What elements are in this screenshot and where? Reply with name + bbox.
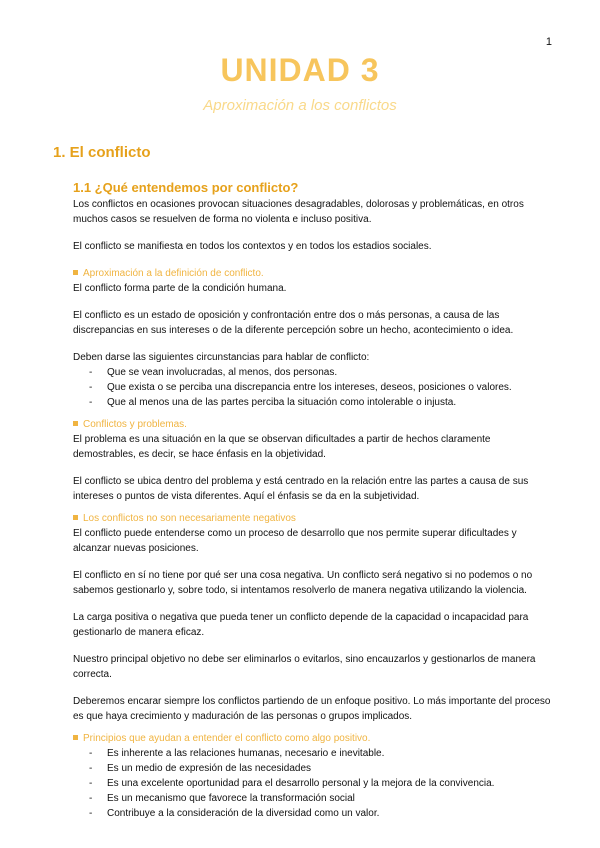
paragraph: El conflicto forma parte de la condición humana. <box>73 283 287 294</box>
document-body <box>73 197 553 821</box>
subsection-heading: Aproximación a la definición de conflicto. <box>73 266 553 281</box>
paragraph: El conflicto puede entenderse como un proceso de desarrollo que nos permite superar dificultades y alcanzar nuevas posiciones. <box>73 528 517 554</box>
document-title: UNIDAD 3 <box>220 52 380 88</box>
list-item: - Es una excelente oportunidad para el desarrollo personal y la mejora de la convivencia. <box>73 776 553 791</box>
square-bullet-icon <box>73 735 78 740</box>
list-item: - Que exista o se perciba una discrepancia entre los intereses, deseos, posiciones o valores. <box>73 380 553 395</box>
section-heading-1-1: 1.1 ¿Qué entendemos por conflicto? <box>73 180 299 195</box>
list-item: - Es un medio de expresión de las necesidades <box>73 761 553 776</box>
paragraph: Deberemos encarar siempre los conflictos partiendo de un enfoque positivo. Lo más importante del proceso es que haya crecimiento y maduración de las personas o grupos implicados. <box>73 696 551 722</box>
paragraph: Nuestro principal objetivo no debe ser eliminarlos o evitarlos, sino encauzarlos y gestionarlos de manera correcta. <box>73 654 536 680</box>
subsection-heading: Los conflictos no son necesariamente negativos <box>73 511 553 526</box>
document-subtitle: Aproximación a los conflictos <box>203 97 397 114</box>
square-bullet-icon <box>73 515 78 520</box>
list-item: - Contribuye a la consideración de la diversidad como un valor. <box>73 806 553 821</box>
square-bullet-icon <box>73 270 78 275</box>
paragraph: Los conflictos en ocasiones provocan situaciones desagradables, dolorosas y problemáticas, en otros muchos casos se resuelven de forma no violenta e incluso positiva. <box>73 199 524 225</box>
list-item: - Que se vean involucradas, al menos, dos personas. <box>73 365 553 380</box>
principles-list <box>73 746 553 821</box>
paragraph: El problema es una situación en la que se observan dificultades a partir de hechos claramente demostrables, es decir, se hace énfasis en la objetividad. <box>73 434 491 460</box>
paragraph: La carga positiva o negativa que pueda tener un conflicto depende de la capacidad o incapacidad para gestionarlo de manera eficaz. <box>73 612 529 638</box>
circumstances-list <box>73 365 553 410</box>
section-heading-1: 1. El conflicto <box>53 144 151 161</box>
paragraph: El conflicto se manifiesta en todos los contextos y en todos los estadios sociales. <box>73 241 432 252</box>
subsection-heading: Principios que ayudan a entender el conflicto como algo positivo. <box>73 731 553 746</box>
paragraph: El conflicto se ubica dentro del problema y está centrado en la relación entre las partes a causa de sus intereses o puntos de vista diferentes. Aquí el énfasis se da en la subjetividad. <box>73 476 529 502</box>
page-number: 1 <box>545 36 552 48</box>
paragraph: Deben darse las siguientes circunstancias para hablar de conflicto: <box>73 352 370 363</box>
paragraph: El conflicto en sí no tiene por qué ser una cosa negativa. Un conflicto será negativo si no podemos o no sabemos gestionarlo y, sobre todo, si intentamos resolverlo de manera negativa utilizando la violencia. <box>73 570 533 596</box>
subsection-heading: Conflictos y problemas. <box>73 417 553 432</box>
list-item: - Que al menos una de las partes perciba la situación como intolerable o injusta. <box>73 395 553 410</box>
list-item: - Es un mecanismo que favorece la transformación social <box>73 791 553 806</box>
list-item: - Es inherente a las relaciones humanas, necesario e inevitable. <box>73 746 553 761</box>
square-bullet-icon <box>73 421 78 426</box>
paragraph: El conflicto es un estado de oposición y confrontación entre dos o más personas, a causa de las discrepancias en sus intereses o de la diferente percepción sobre un hecho, acontecimiento o idea. <box>73 310 514 336</box>
